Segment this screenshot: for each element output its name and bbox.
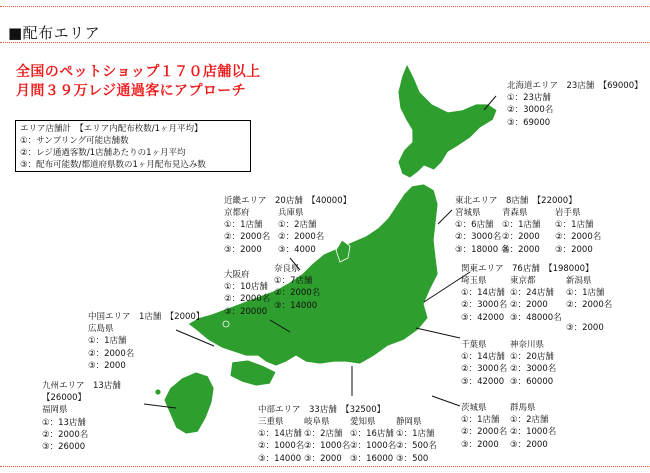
map-kyushu <box>164 372 214 434</box>
stat-distribution: ③：16000 <box>350 453 394 464</box>
pref-name: 岐阜県 <box>304 417 330 427</box>
stat-customers: ②：1000名 <box>304 441 351 452</box>
stat-stores: ①：2店舗 <box>304 429 343 440</box>
leader-tohoku <box>438 210 452 224</box>
headline-line-2: 月間３９万レジ通過客にアプローチ <box>16 83 247 99</box>
region-kanto-title: 関東エリア 76店舗 【198000】 <box>461 264 594 274</box>
pref-name: 宮城県 <box>455 208 481 218</box>
stat-distribution: ③：2000 <box>304 453 342 464</box>
stat-distribution: ③：2000 <box>224 244 262 255</box>
pref-name: 埼玉県 <box>461 276 487 286</box>
pref-aichi <box>350 416 396 465</box>
stat-stores: ①：1店舗 <box>566 288 605 299</box>
region-title: 九州エリア 13店舗 <box>42 381 121 391</box>
stat-customers: ②：2000名 <box>88 348 135 359</box>
stat-distribution: ③：2000 <box>566 322 604 333</box>
stat-customers: ②：3000名 <box>507 105 554 116</box>
stat-distribution: ③：26000 <box>42 442 86 453</box>
pref-name: 岩手県 <box>555 208 581 218</box>
stat-stores: ①：14店舗 <box>258 429 302 440</box>
pref-niigata <box>566 275 612 334</box>
map-island <box>155 389 161 395</box>
stat-distribution: ③：60000 <box>510 376 554 387</box>
region-total: 【26000】 <box>42 393 87 404</box>
legend-line-4: ③：配布可能数/都道府県数の1ヶ月配布見込み数 <box>20 160 206 170</box>
pref-name: 大阪府 <box>224 270 250 280</box>
stat-customers: ②：2000名 <box>224 232 271 243</box>
stat-distribution: ③：42000 <box>461 376 505 387</box>
pref-name: 広島県 <box>88 324 114 335</box>
pref-hyogo <box>278 207 324 256</box>
stat-stores: ①：14店舗 <box>461 352 505 363</box>
region-title: 北海道エリア 23店舗 【69000】 <box>507 81 643 91</box>
stat-stores: ①：7店舗 <box>274 276 313 287</box>
pref-name: 静岡県 <box>396 417 422 427</box>
stat-customers: ②：3000名 <box>461 364 508 375</box>
stat-stores: ①：1店舗 <box>502 220 541 231</box>
pref-name: 青森県 <box>502 208 528 218</box>
stat-stores: ①：20店舗 <box>510 352 554 363</box>
stat-distribution: ③：2000 <box>461 439 499 450</box>
stat-distribution: ③：2000 <box>510 439 548 450</box>
region-tohoku-title: 東北エリア 8店舗 【22000】 <box>455 196 577 206</box>
stat-stores: ①：1店舗 <box>88 336 127 347</box>
pref-kanagawa <box>510 339 556 388</box>
leader-chiba <box>416 328 460 338</box>
map-island <box>223 321 229 327</box>
stat-stores: ①：24店舗 <box>510 288 554 299</box>
stat-stores: ①：6店舗 <box>455 220 494 231</box>
map-shikoku <box>230 360 276 386</box>
legend-line-2: ①：サンプリング可能店舗数 <box>20 136 129 146</box>
stat-stores: ①：14店舗 <box>461 288 505 299</box>
stat-customers: ②：2000名 <box>566 300 613 311</box>
stat-stores: ①：16店舗 <box>350 429 394 440</box>
pref-name: 奈良県 <box>274 264 300 274</box>
pref-name: 兵庫県 <box>278 208 304 218</box>
pref-name: 福岡県 <box>42 405 68 416</box>
pref-kyoto <box>224 207 270 256</box>
region-chugoku <box>88 311 204 372</box>
stat-stores: ①：1店舗 <box>396 429 435 440</box>
pref-name: 群馬県 <box>510 403 536 413</box>
region-kyushu <box>42 380 121 453</box>
stat-customers: ②：1000名 <box>258 441 305 452</box>
legend-line-3: ②：レジ通過客数/1店舗あたりの1ヶ月平均 <box>20 148 186 158</box>
stat-customers: ②：2000名 <box>278 232 325 243</box>
region-kinki-title: 近畿エリア 20店舗 【40000】 <box>224 196 352 206</box>
stat-stores: ①：1店舗 <box>461 415 500 426</box>
pref-tokyo <box>510 275 562 324</box>
pref-gunma <box>510 402 556 451</box>
pref-shizuoka <box>396 416 437 465</box>
stat-stores: ①：23店舗 <box>507 93 551 104</box>
pref-name: 神奈川県 <box>510 340 545 350</box>
stat-stores: ①：10店舗 <box>224 282 268 293</box>
pref-gifu <box>304 416 350 465</box>
stat-distribution: ③：14000 <box>258 453 302 464</box>
stat-customers: ②：2000名 <box>224 294 271 305</box>
stat-customers: ②：2000名 <box>42 429 89 440</box>
stat-stores: ①：13店舗 <box>42 417 86 428</box>
stat-stores: ①：2店舗 <box>278 220 317 231</box>
region-hokkaido <box>507 80 643 129</box>
legend-line-1: エリア店舗計 【エリア内配布枚数/1ヶ月平均】 <box>20 124 203 134</box>
stat-customers: ②：3000名 <box>455 232 502 243</box>
stat-customers: ②：1000名 <box>350 441 397 452</box>
pref-chiba <box>461 339 507 388</box>
pref-name: 京都府 <box>224 208 250 218</box>
stat-distribution: ③：20000 <box>224 306 268 317</box>
pref-name: 茨城県 <box>461 403 487 413</box>
pref-saitama <box>461 275 507 324</box>
section-title: ■配布エリア <box>8 24 101 42</box>
leader-ibaraki <box>432 396 460 406</box>
stat-customers: ②：3000名 <box>510 364 557 375</box>
stat-distribution: ③：18000 名 <box>455 244 510 255</box>
pref-osaka <box>224 269 270 318</box>
stat-distribution: ③：69000 <box>507 117 551 128</box>
stat-distribution: ③：2000 <box>502 244 540 255</box>
map-hokkaido <box>398 64 497 178</box>
stat-distribution: ③：2000 <box>88 360 126 371</box>
pref-nara <box>274 263 320 312</box>
stat-distribution: ③：2000 <box>555 244 593 255</box>
headline-line-1: 全国のペットショップ１７０店舗以上 <box>16 64 261 80</box>
pref-name: 新潟県 <box>566 276 592 286</box>
pref-mie <box>258 416 304 465</box>
stat-stores: ①：2店舗 <box>510 415 549 426</box>
stat-customers: ②：2000 <box>510 300 548 311</box>
region-chubu-title: 中部エリア 33店舗 【32500】 <box>258 405 386 415</box>
stat-stores: ①：1店舗 <box>555 220 594 231</box>
region-title: 中国エリア 1店舗 【2000】 <box>88 312 205 322</box>
stat-customers: ②：2000名 <box>555 232 602 243</box>
stat-distribution: ③：4000 <box>278 244 316 255</box>
stat-customers: ②：2000 <box>502 232 540 243</box>
pref-name: 千葉県 <box>461 340 487 350</box>
stat-customers: ②：2000名 <box>461 427 508 438</box>
bottom-divider <box>0 466 650 467</box>
pref-name: 愛知県 <box>350 417 376 427</box>
pref-aomori <box>502 207 541 256</box>
stat-distribution: ③：500 <box>396 453 429 464</box>
pref-iwate <box>555 207 601 256</box>
pref-name: 東京都 <box>510 276 536 286</box>
pref-ibaraki <box>461 402 507 451</box>
stat-customers: ②：3000名 <box>461 300 508 311</box>
stat-stores: ①：1店舗 <box>224 220 263 231</box>
pref-name: 三重県 <box>258 417 284 427</box>
stat-customers: ②：2000名 <box>274 288 321 299</box>
stat-distribution: ③：42000 <box>461 312 505 323</box>
stat-distribution: ③：14000 <box>274 300 318 311</box>
stat-customers: ②：1000名 <box>510 427 557 438</box>
stat-customers: ②：500名 <box>396 441 437 452</box>
stat-distribution: ③：48000名 <box>510 312 562 323</box>
legend-box <box>15 120 251 172</box>
